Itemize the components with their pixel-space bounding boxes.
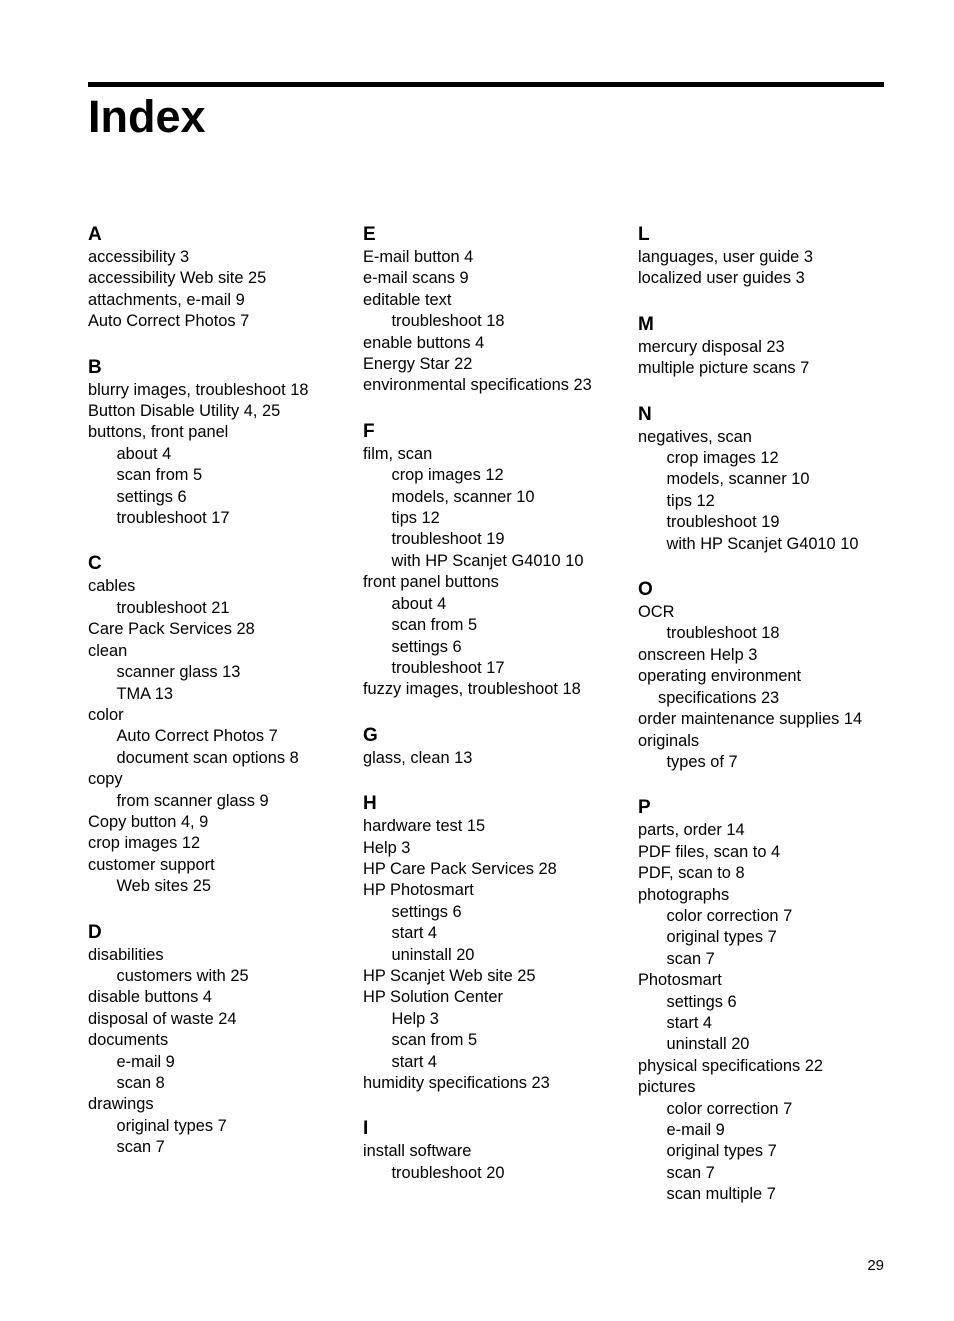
index-subentry: troubleshoot 20: [391, 1163, 505, 1182]
index-subentry: settings 6: [116, 487, 187, 506]
index-entry: film, scan: [363, 444, 433, 463]
index-section-i: [363, 1116, 631, 1184]
index-subentry: scan from 5: [391, 616, 478, 635]
index-subentry: troubleshoot 17: [116, 509, 230, 528]
index-subentry: customers with 25: [116, 966, 249, 985]
index-column-2: [363, 222, 631, 1206]
index-entry: onscreen Help 3: [638, 645, 758, 664]
index-subentry: uninstall 20: [666, 1035, 750, 1054]
index-entry: editable text: [363, 290, 452, 309]
index-entry: HP Photosmart: [363, 881, 474, 900]
index-subentry: troubleshoot 19: [391, 530, 505, 549]
index-subentry: scan 7: [666, 1163, 715, 1182]
index-subentry: crop images 12: [666, 449, 779, 468]
index-subentry: troubleshoot 18: [391, 312, 505, 331]
index-entry: Help 3: [363, 838, 411, 857]
index-subentry: with HP Scanjet G4010 10: [391, 551, 584, 570]
index-entry: glass, clean 13: [363, 748, 473, 767]
index-entry: e-mail scans 9: [363, 269, 469, 288]
section-letter: L: [638, 224, 650, 245]
index-subentry: about 4: [391, 594, 447, 613]
index-subentry: scan multiple 7: [666, 1185, 776, 1204]
index-entry: E-mail button 4: [363, 248, 474, 266]
index-subentry: e-mail 9: [666, 1121, 725, 1139]
section-letter: H: [363, 793, 377, 815]
index-subentry: scanner glass 13: [116, 663, 241, 682]
index-section-l: [638, 222, 906, 290]
index-entry: customer support: [88, 855, 215, 874]
index-subentry: scan from 5: [391, 1031, 478, 1050]
index-entry: multiple picture scans 7: [638, 359, 810, 378]
index-entry: Copy button 4, 9: [88, 812, 209, 831]
index-subentry: document scan options 8: [116, 748, 299, 767]
index-subentry: from scanner glass 9: [116, 791, 269, 810]
index-entry: clean: [88, 641, 128, 660]
index-entry: mercury disposal 23: [638, 337, 785, 356]
index-entry: PDF, scan to 8: [638, 864, 745, 883]
index-subentry: tips 12: [666, 491, 715, 510]
index-subentry: settings 6: [391, 637, 462, 656]
index-entry: physical specifications 22: [638, 1056, 823, 1075]
index-entry: copy: [88, 770, 123, 789]
index-entry: enable buttons 4: [363, 333, 485, 352]
index-entry: crop images 12: [88, 834, 201, 853]
index-entry: parts, order 14: [638, 821, 745, 840]
index-section-e: [363, 222, 631, 397]
index-column-1: [88, 222, 356, 1181]
index-subentry: scan 7: [666, 949, 715, 968]
index-subentry: color correction 7: [666, 1099, 793, 1118]
index-entry: accessibility Web site 25: [88, 269, 267, 288]
index-entry: cables: [88, 577, 136, 596]
index-entry: localized user guides 3: [638, 269, 805, 288]
index-entry: pictures: [638, 1078, 696, 1097]
index-entry: Auto Correct Photos 7: [88, 312, 250, 331]
index-entry: originals: [638, 731, 700, 750]
index-subentry: crop images 12: [391, 466, 504, 485]
page-number: 29: [867, 1257, 884, 1274]
index-entry: photographs: [638, 885, 730, 904]
section-letter: O: [638, 579, 653, 601]
index-entry: drawings: [88, 1095, 154, 1114]
index-subentry: Auto Correct Photos 7: [116, 727, 278, 746]
index-subentry: original types 7: [116, 1116, 227, 1135]
index-entry: OCR: [638, 603, 675, 622]
index-section-c: [88, 551, 356, 897]
index-subentry: start 4: [666, 1013, 713, 1032]
index-entry: accessibility 3: [88, 248, 190, 266]
index-subentry: original types 7: [666, 1142, 777, 1161]
index-subentry: troubleshoot 19: [666, 513, 780, 532]
index-section-n: [638, 402, 906, 555]
index-entry: languages, user guide 3: [638, 248, 813, 266]
index-section-b: [88, 355, 356, 530]
index-entry: environmental specifications 23: [363, 376, 592, 395]
section-letter: D: [88, 921, 102, 943]
index-section-d: [88, 920, 356, 1159]
index-entry: specifications 23: [658, 688, 780, 707]
index-entry: HP Solution Center: [363, 988, 504, 1007]
index-subentry: TMA 13: [116, 684, 173, 703]
section-letter: F: [363, 420, 375, 442]
index-subentry: Help 3: [391, 1009, 439, 1028]
index-section-m: [638, 312, 906, 380]
index-subentry: models, scanner 10: [666, 470, 810, 489]
index-section-o: [638, 577, 906, 773]
index-subentry: about 4: [116, 444, 172, 463]
index-subentry: e-mail 9: [116, 1052, 175, 1071]
index-entry: hardware test 15: [363, 817, 486, 836]
index-entry: humidity specifications 23: [363, 1074, 550, 1092]
index-subentry: models, scanner 10: [391, 487, 535, 506]
index-subentry: start 4: [391, 924, 438, 943]
index-entry: operating environment: [638, 667, 802, 686]
index-subentry: Web sites 25: [116, 877, 211, 896]
index-entry: Energy Star 22: [363, 355, 473, 374]
index-section-h: [363, 791, 631, 1094]
index-entry: buttons, front panel: [88, 423, 229, 442]
section-letter: C: [88, 553, 102, 575]
index-subentry: troubleshoot 18: [666, 624, 780, 643]
section-letter: P: [638, 797, 651, 819]
index-subentry: with HP Scanjet G4010 10: [666, 534, 859, 553]
section-letter: G: [363, 724, 378, 746]
index-entry: order maintenance supplies 14: [638, 710, 863, 729]
section-letter: I: [363, 1118, 369, 1140]
index-section-g: [363, 723, 631, 769]
index-entry: disable buttons 4: [88, 988, 212, 1007]
index-entry: attachments, e-mail 9: [88, 290, 245, 309]
index-subentry: settings 6: [391, 902, 462, 921]
title-rule: [88, 82, 884, 87]
index-subentry: color correction 7: [666, 906, 793, 925]
section-letter: A: [88, 224, 102, 245]
index-entry: blurry images, troubleshoot 18: [88, 380, 309, 399]
index-entry: color: [88, 705, 124, 724]
index-entry: fuzzy images, troubleshoot 18: [363, 680, 581, 699]
index-subentry: start 4: [391, 1052, 438, 1071]
index-entry: install software: [363, 1142, 472, 1161]
section-letter: B: [88, 356, 102, 378]
index-subentry: scan 8: [116, 1074, 165, 1092]
index-entry: PDF files, scan to 4: [638, 842, 781, 861]
page-title: Index: [88, 91, 206, 142]
index-subentry: scan 7: [116, 1138, 165, 1157]
index-subentry: troubleshoot 21: [116, 598, 230, 617]
index-section-a: [88, 222, 356, 333]
index-section-p: [638, 795, 906, 1205]
index-entry: Photosmart: [638, 971, 722, 990]
index-entry: disposal of waste 24: [88, 1009, 237, 1028]
index-entry: documents: [88, 1031, 169, 1050]
section-letter: M: [638, 313, 654, 335]
index-entry: negatives, scan: [638, 427, 752, 446]
index-entry: HP Scanjet Web site 25: [363, 966, 536, 985]
index-subentry: types of 7: [666, 752, 738, 771]
index-subentry: troubleshoot 17: [391, 658, 505, 677]
index-column-3: [638, 222, 906, 1228]
index-subentry: original types 7: [666, 928, 777, 947]
section-letter: N: [638, 403, 652, 425]
section-letter: E: [363, 224, 376, 245]
index-section-f: [363, 419, 631, 701]
index-entry: disabilities: [88, 945, 164, 964]
index-subentry: scan from 5: [116, 466, 203, 485]
index-subentry: settings 6: [666, 992, 737, 1011]
index-entry: front panel buttons: [363, 573, 499, 592]
index-entry: HP Care Pack Services 28: [363, 859, 557, 878]
index-entry: Care Pack Services 28: [88, 620, 255, 639]
index-subentry: tips 12: [391, 509, 440, 528]
index-entry: Button Disable Utility 4, 25: [88, 402, 281, 421]
index-subentry: uninstall 20: [391, 945, 475, 964]
